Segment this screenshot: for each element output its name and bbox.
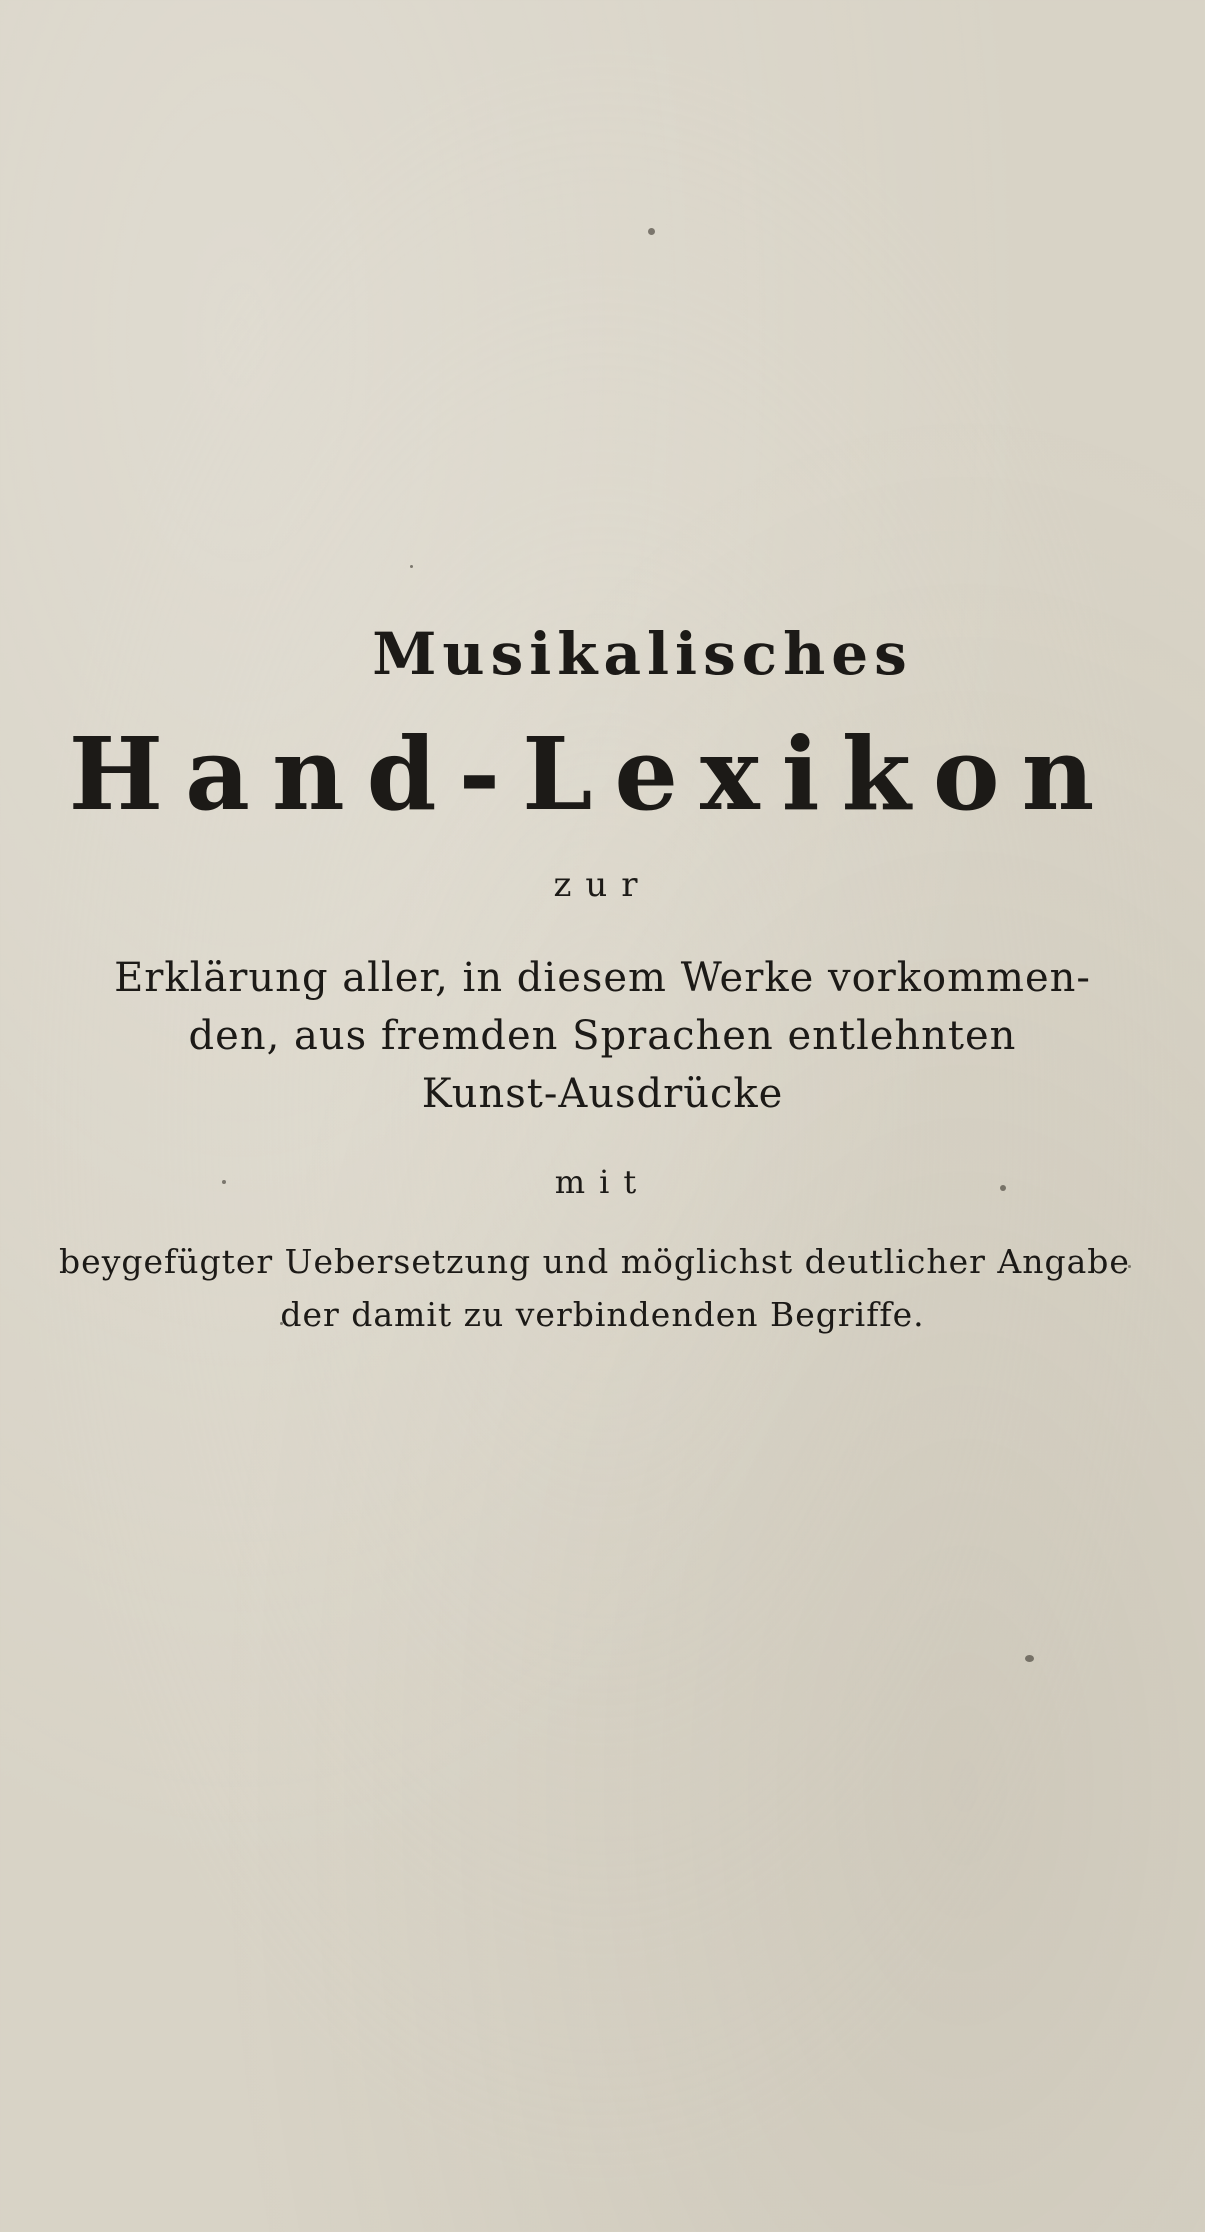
title-line-hand-lexikon: Hand-Lexikon [68,715,1117,833]
paper-speck [410,565,413,568]
subdescription-line-1: beygefügter Uebersetzung und möglichst deutlicher Angabe [59,1242,1130,1281]
description-line-3: Kunst-Ausdrücke [421,1071,784,1117]
title-line-zur: zur [553,865,652,905]
description-line-1: Erklärung aller, in diesem Werke vorkommen- [114,955,1091,1001]
paper-speck [1025,1655,1034,1662]
subdescription-line-2: der damit zu verbindenden Begriffe. [280,1295,925,1334]
connector-mit: mit [554,1163,651,1201]
title-line-musikalisches: Musikalisches [372,620,913,688]
paper-speck [648,228,655,235]
description-line-2: den, aus fremden Sprachen entlehnten [188,1013,1017,1059]
